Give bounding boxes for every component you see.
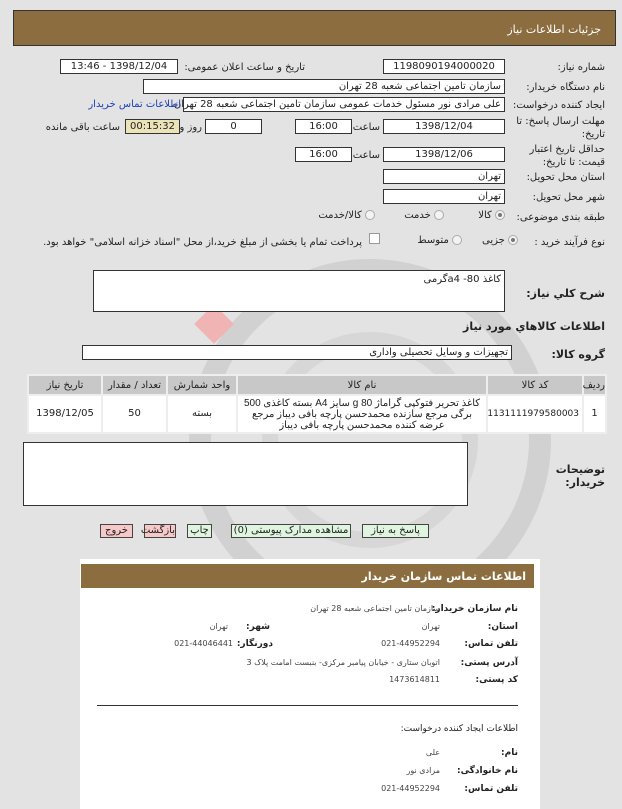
deadline-time-field: 16:00 <box>295 119 352 134</box>
radio-icon <box>452 235 462 245</box>
address-value: اتوبان ستاری - خیابان پیامبر مرکزی- بنبست امامت پلاک 3 <box>246 658 440 667</box>
family-value: مرادی نور <box>406 766 440 775</box>
creator-phone-value: 021-44952294 <box>381 784 440 793</box>
attachments-button[interactable]: مشاهده مدارک پیوستی (0) <box>231 524 351 538</box>
deadline-date-field: 1398/12/04 <box>383 119 505 134</box>
buyer-contact-panel <box>80 559 540 809</box>
buyer-org-label: نام دستگاه خریدار: <box>526 82 605 93</box>
cell-unit: بسته <box>167 395 237 433</box>
payment-note: پرداخت تمام یا بخشی از مبلغ خرید،از محل "اسناد خزانه اسلامی" خواهد بود. <box>43 237 362 248</box>
page-title: جزئیات اطلاعات نیاز <box>507 23 601 36</box>
days-field: 0 <box>205 119 262 134</box>
validity-date-field: 1398/12/06 <box>383 147 505 162</box>
validity-time-field: 16:00 <box>295 147 352 162</box>
postal-value: 1473614811 <box>389 675 440 684</box>
description-textarea[interactable]: کاغذ 80- a4گرمی <box>93 270 505 312</box>
deadline-time-label: ساعت <box>352 122 380 133</box>
category-radio-both[interactable] <box>318 210 375 221</box>
city-value: تهران <box>209 622 228 631</box>
col-unit: واحد شمارش <box>167 375 237 395</box>
cell-qty: 50 <box>102 395 167 433</box>
goods-table <box>27 374 607 434</box>
col-row: ردیف <box>583 375 606 395</box>
creator-field: علی مرادی نور مسئول خدمات عمومی سازمان تامین اجتماعی شعبه 28 تهران <box>183 97 505 112</box>
notes-textarea[interactable] <box>23 442 468 506</box>
table-header <box>28 375 606 395</box>
radio-label: کالا <box>478 210 492 221</box>
radio-icon <box>365 210 375 220</box>
radio-label: خدمت <box>404 210 431 221</box>
col-date: تاریخ نیاز <box>28 375 102 395</box>
col-qty: تعداد / مقدار <box>102 375 167 395</box>
category-radio-goods[interactable] <box>478 210 505 221</box>
goods-group-field: تجهیزات و وسایل تحصیلی واداری <box>82 345 512 360</box>
divider <box>97 705 518 706</box>
table-row <box>28 395 606 433</box>
fax-label: دورنگار: <box>236 639 273 649</box>
print-button[interactable]: چاپ <box>187 524 212 538</box>
city-label: شهر: <box>246 622 270 632</box>
description-label: شرح كلي نياز: <box>526 287 605 300</box>
col-code: کد کالا <box>487 375 583 395</box>
province-label: استان: <box>487 622 518 632</box>
creator-section-title: اطلاعات ایجاد کننده درخواست: <box>400 724 518 734</box>
fax-value: 021-44046441 <box>174 639 233 648</box>
col-name: نام کالا <box>237 375 487 395</box>
radio-label: کالا/خدمت <box>318 210 362 221</box>
radio-icon <box>508 235 518 245</box>
buyer-contact-link[interactable]: اطلاعات تماس خریدار <box>88 99 181 110</box>
name-label: نام: <box>501 748 518 758</box>
exit-button[interactable]: خروج <box>100 524 133 538</box>
need-number-field: 1198090194000020 <box>383 59 505 74</box>
radio-label: متوسط <box>417 235 449 246</box>
back-button[interactable]: بازگشت <box>140 525 175 536</box>
cell-name: کاغذ تحریر فتوکپی گراماژ 80 g سایز A4 بسته کاغذی 500 برگی مرجع سازنده محمدحسن پارچه بافی دیباز مرجع عرضه کننده محمدحسن پارچه بافی دیباز <box>237 395 487 433</box>
reply-button[interactable]: پاسخ به نیاز <box>362 524 429 538</box>
creator-label: ایجاد کننده درخواست: <box>512 100 605 111</box>
cell-code: 1131111979580003 <box>487 395 583 433</box>
validity-label: حداقل تاریخ اعتبار قیمت: تا تاریخ: <box>529 144 605 168</box>
radio-icon <box>434 210 444 220</box>
remaining-time-field: 00:15:32 <box>125 119 180 134</box>
need-number-label: شماره نیاز: <box>557 62 605 73</box>
creator-phone-label: تلفن تماس: <box>464 784 518 794</box>
city-field: تهران <box>383 189 505 204</box>
contact-panel-title: اطلاعات تماس سازمان خریدار <box>81 564 534 588</box>
announce-field: 1398/12/04 - 13:46 <box>60 59 178 74</box>
family-label: نام خانوادگی: <box>456 766 518 776</box>
page-header <box>13 10 616 46</box>
province-label: استان محل تحویل: <box>526 172 605 183</box>
treasury-checkbox[interactable] <box>369 233 380 244</box>
remaining-label: ساعت باقی مانده <box>45 122 120 133</box>
cell-row: 1 <box>583 395 606 433</box>
name-value: علی <box>425 748 440 757</box>
goods-group-label: گروه کالا: <box>551 348 605 361</box>
goods-section-title: اطلاعات كالاهاي مورد نياز <box>463 320 605 333</box>
process-label: نوع فرآیند خرید : <box>534 237 605 248</box>
province-value: تهران <box>421 622 440 631</box>
process-radio-minor[interactable] <box>482 235 518 246</box>
city-label: شهر محل تحویل: <box>532 192 605 203</box>
deadline-label: مهلت ارسال پاسخ: تا تاریخ: <box>516 116 605 140</box>
buyer-org-field: سازمان تامین اجتماعی شعبه 28 تهران <box>143 79 505 94</box>
province-field: تهران <box>383 169 505 184</box>
org-label: نام سازمان خریدار: <box>431 604 518 614</box>
announce-label: تاریخ و ساعت اعلان عمومی: <box>184 62 305 73</box>
org-value: سازمان تامین اجتماعی شعبه 28 تهران <box>310 604 440 613</box>
notes-label: توضیحات خریدار: <box>555 463 605 489</box>
radio-label: جزیی <box>481 235 505 246</box>
postal-label: کد پستی: <box>475 675 518 685</box>
category-label: طبقه بندی موضوعی: <box>516 212 605 223</box>
cell-date: 1398/12/05 <box>28 395 102 433</box>
address-label: آدرس پستی: <box>460 658 518 668</box>
radio-icon <box>495 210 505 220</box>
category-radio-service[interactable] <box>404 210 444 221</box>
phone-value: 021-44952294 <box>381 639 440 648</box>
validity-time-label: ساعت <box>352 150 380 161</box>
process-radio-medium[interactable] <box>417 235 462 246</box>
days-label: روز و <box>179 122 202 133</box>
phone-label: تلفن تماس: <box>464 639 518 649</box>
